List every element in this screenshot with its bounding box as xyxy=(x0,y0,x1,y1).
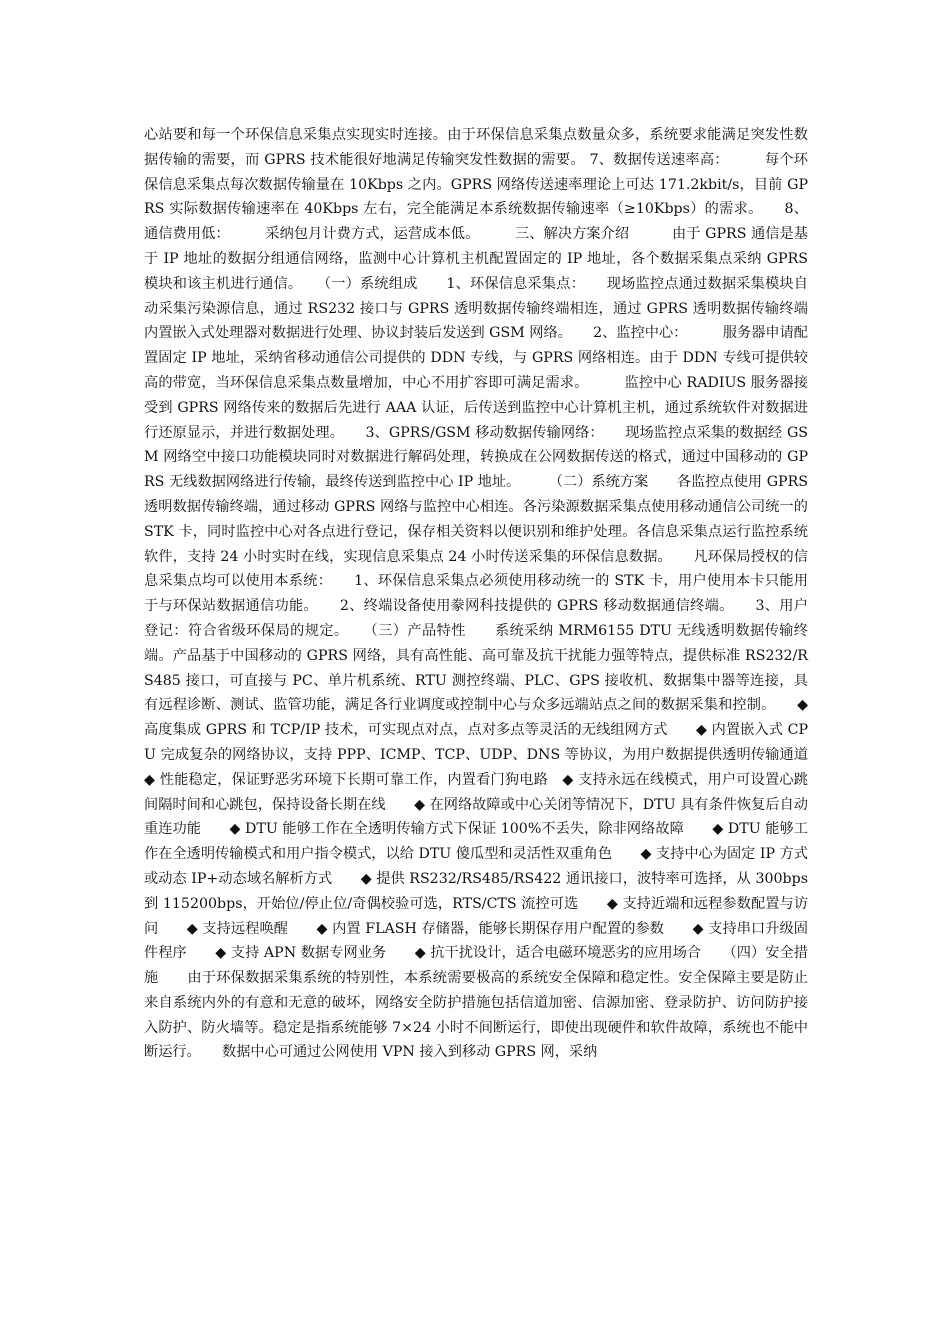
document-page xyxy=(144,123,837,1065)
body-paragraph: 心站要和每一个环保信息采集点实现实时连接。由于环保信息采集点数量众多，系统要求能满足突发性数据传输的需要，而 GPRS 技术能很好地满足传输突发性数据的需要。 7、数据传送速率高： 每个环保信息采集点每次数据传输量在 10Kbps 之内。GPRS 网络传送速率理论上可达 171.2kbit/s，目前 GPRS 实际数据传输速率在 40Kbps 左右，完全能满足本系统数据传输速率（≥10Kbps）的需求。 8、通信费用低： 采纳包月计费方式，运营成本低。 三、解决方案介绍 由于 GPRS 通信是基于 IP 地址的数据分组通信网络，监测中心计算机主机配置固定的 IP 地址，各个数据采集点采纳 GPRS 模块和该主机进行通信。 （一）系统组成 1、环保信息采集点： 现场监控点通过数据采集模块自动采集污染源信息，通过 RS232 接口与 GPRS 透明数据传输终端相连，通过 GPRS 透明数据传输终端内置嵌入式处理器对数据进行处理、协议封装后发送到 GSM 网络。 2、监控中心： 服务器申请配置固定 IP 地址，采纳省移动通信公司提供的 DDN 专线，与 GPRS 网络相连。由于 DDN 专线可提供较高的带宽，当环保信息采集点数量增加，中心不用扩容即可满足需求。 监控中心 RADIUS 服务器接受到 GPRS 网络传来的数据后先进行 AAA 认证，后传送到监控中心计算机主机，通过系统软件对数据进行还原显示，并进行数据处理。 3、GPRS/GSM 移动数据传输网络： 现场监控点采集的数据经 GSM 网络空中接口功能模块同时对数据进行解码处理，转换成在公网数据传送的格式，通过中国移动的 GPRS 无线数据网络进行传输，最终传送到监控中心 IP 地址。 （二）系统方案 各监控点使用 GPRS 透明数据传输终端，通过移动 GPRS 网络与监控中心相连。各污染源数据采集点使用移动通信公司统一的 STK 卡，同时监控中心对各点进行登记，保存相关资料以便识别和维护处理。各信息采集点运行监控系统软件，支持 24 小时实时在线，实现信息采集点 24 小时传送采集的环保信息数据。 凡环保局授权的信息采集点均可以使用本系统： 1、环保信息采集点必须使用移动统一的 STK 卡，用户使用本卡只能用于与环保站数据通信功能。 2、终端设备使用豢网科技提供的 GPRS 移动数据通信终端。 3、用户登记：符合省级环保局的规定。 （三）产品特性 系统采纳 MRM6155 DTU 无线透明数据传输终端。产品基于中国移动的 GPRS 网络，具有高性能、高可靠及抗干扰能力强等特点，提供标准 RS232/RS485 接口，可直接与 PC、单片机系统、RTU 测控终端、PLC、GPS 接收机、数据集中器等连接，具有远程诊断、测试、监管功能，满足各行业调度或控制中心与众多远端站点之间的数据采集和控制。 ◆ 高度集成 GPRS 和 TCP/IP 技术，可实现点对点，点对多点等灵活的无线组网方式 ◆ 内置嵌入式 CPU 完成复杂的网络协议，支持 PPP、ICMP、TCP、UDP、DNS 等协议，为用户数据提供透明传输通道 ◆ 性能稳定，保证野恶劣环境下长期可靠工作，内置看门狗电路 ◆ 支持永远在线模式，用户可设置心跳间隔时间和心跳包，保持设备长期在线 ◆ 在网络故障或中心关闭等情况下，DTU 具有条件恢复后自动重连功能 ◆ DTU 能够工作在全透明传输方式下保证 100%不丢失，除非网络故障 ◆ DTU 能够工作在全透明传输模式和用户指令模式，以给 DTU 傻瓜型和灵活性双重角色 ◆ 支持中心为固定 IP 方式或动态 IP+动态域名解析方式 ◆ 提供 RS232/RS485/RS422 通讯接口，波特率可选择，从 300bps 到 115200bps，开始位/停止位/奇偶校验可选，RTS/CTS 流控可选 ◆ 支持近端和远程参数配置与访问 ◆ 支持远程唤醒 ◆ 内置 FLASH 存储器，能够长期保存用户配置的参数 ◆ 支持串口升级固件程序 ◆ 支持 APN 数据专网业务 ◆ 抗干扰设计，适合电磁环境恶劣的应用场合 （四）安全措施 由于环保数据采集系统的特别性，本系统需要极高的系统安全保障和稳定性。安全保障主要是防止来自系统内外的有意和无意的破坏，网络安全防护措施包括信道加密、信源加密、登录防护、访问防护接入防护、防火墙等。稳定是指系统能够 7×24 小时不间断运行，即使出现硬件和软件故障，系统也不能中断运行。 数据中心可通过公网使用 VPN 接入到移动 GPRS 网，采纳 xyxy=(144,127,837,1061)
